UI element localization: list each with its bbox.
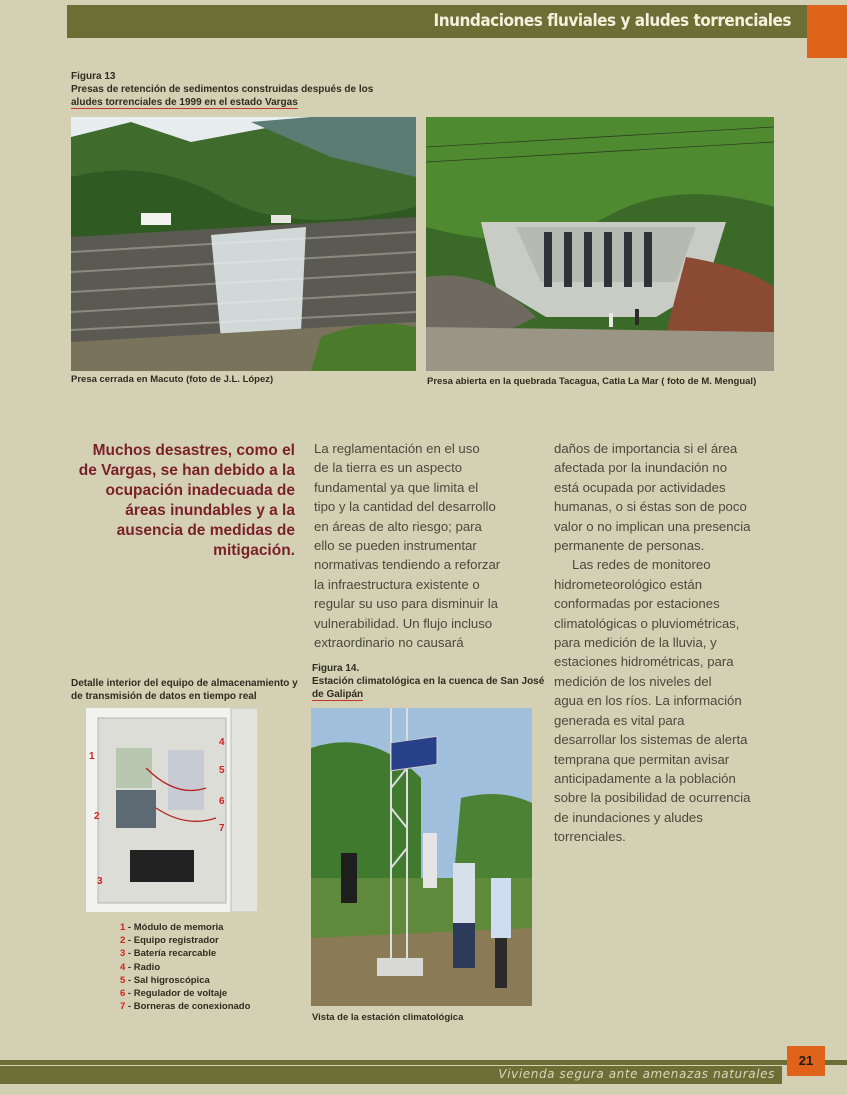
figure14-title-line1: Estación climatológica en la cuenca de San José — [312, 676, 545, 687]
body-line: de inundaciones y aludes — [554, 809, 703, 825]
body-line: desarrollar los sistemas de alerta — [554, 732, 748, 748]
equipment-legend — [120, 921, 250, 1013]
figure13-left-caption: Presa cerrada en Macuto (foto de J.L. López) — [71, 374, 274, 385]
body-line: temprana que permitan avisar — [554, 751, 730, 767]
figure13-title-line2: aludes torrenciales de 1999 en el estado Vargas — [71, 97, 298, 108]
body-line: generada es vital para — [554, 712, 685, 728]
body-line: medición de los niveles del — [554, 673, 712, 689]
legend-item: 1 - Módulo de memoria — [120, 922, 224, 933]
photo-equipment-cabinet — [86, 708, 258, 912]
body-line: extraordinario no causará — [314, 635, 464, 651]
page-number: 21 — [787, 1046, 825, 1076]
chapter-tab — [807, 5, 847, 58]
body-line: hidrometeorológico están — [554, 576, 703, 592]
pull-quote: Muchos desastres, como el de Vargas, se han debido a la ocupación inadecuada de áreas inundables y a la ausencia de medidas de mitigación. — [78, 442, 295, 559]
chapter-title: Inundaciones fluviales y aludes torrenciales — [433, 11, 791, 31]
body-line: Las redes de monitoreo — [572, 557, 711, 573]
body-line: afectada por la inundación no — [554, 460, 728, 476]
equipment-title-line1: Detalle interior del equipo de almacenamiento y — [71, 678, 298, 689]
legend-item: 3 - Batería recarcable — [120, 948, 217, 960]
body-line: torrenciales. — [554, 829, 626, 845]
body-line: permanente de personas. — [554, 538, 705, 554]
body-line: climatológicas o pluviométricas, — [554, 615, 740, 631]
photo-climate-station — [311, 708, 532, 1006]
figure13-label-block — [71, 70, 373, 109]
photo-closed-dam — [71, 117, 416, 371]
legend-item: 2 - Equipo registrador — [120, 935, 219, 947]
body-line: estaciones hidrométricas, para — [554, 654, 734, 670]
equipment-marker-2: 2 — [94, 811, 100, 822]
body-column-2 — [314, 439, 544, 652]
equipment-marker-7: 7 — [219, 823, 225, 834]
body-line: fundamental ya que limita el — [314, 479, 479, 495]
footer-title: Vivienda segura ante amenazas naturales — [498, 1067, 775, 1081]
body-line: la infraestructura existente o — [314, 576, 480, 592]
body-line: sobre la posibilidad de ocurrencia — [554, 790, 751, 806]
body-line: valor o no implican una presencia — [554, 518, 751, 534]
body-line: vulnerabilidad. Un flujo incluso — [314, 615, 493, 631]
figure14-label: Figura 14. — [312, 663, 360, 674]
body-line: tipo y la cantidad del desarrollo — [314, 499, 496, 515]
body-line: anticipadamente a la población — [554, 770, 736, 786]
body-column-3 — [554, 439, 794, 847]
figure13-right-caption: Presa abierta en la quebrada Tacagua, Catia La Mar ( foto de M. Mengual) — [427, 376, 757, 387]
body-line: La reglamentación en el uso — [314, 441, 480, 456]
figure14-caption: Vista de la estación climatológica — [312, 1012, 464, 1023]
legend-item: 7 - Borneras de conexionado — [120, 1001, 251, 1013]
body-line: daños de importancia si el área — [554, 441, 738, 456]
equipment-marker-5: 5 — [219, 765, 225, 776]
figure14-title-line2: de Galipán — [312, 689, 364, 700]
body-line: para medición de la lluvia, y — [554, 635, 717, 651]
equipment-marker-4: 4 — [219, 737, 225, 748]
body-line: regular su uso para disminuir la — [314, 596, 498, 612]
body-line: agua en los ríos. La información — [554, 693, 742, 709]
body-line: de la tierra es un aspecto — [314, 460, 463, 476]
header-bar — [67, 5, 807, 38]
equipment-marker-1: 1 — [89, 751, 95, 762]
body-line: en áreas de alto riesgo; para — [314, 518, 482, 534]
figure14-label-block — [312, 662, 544, 701]
body-line: conformadas por estaciones — [554, 596, 720, 612]
equipment-marker-6: 6 — [219, 796, 225, 807]
figure13-label: Figura 13 — [71, 71, 116, 82]
body-line: está ocupada por actividades — [554, 479, 726, 495]
legend-item: 5 - Sal higroscópica — [120, 974, 210, 986]
body-line: normativas tendiendo a reforzar — [314, 557, 501, 573]
equipment-title-line2: de transmisión de datos en tiempo real — [71, 691, 257, 702]
footer-rule — [0, 1060, 847, 1065]
body-line: humanas, o si éstas son de poco — [554, 499, 747, 515]
equipment-title-block — [71, 677, 298, 703]
legend-item: 6 - Regulador de voltaje — [120, 988, 228, 1000]
legend-item: 4 - Radio — [120, 961, 161, 973]
photo-open-dam — [426, 117, 774, 371]
body-line: ello se pueden instrumentar — [314, 538, 477, 554]
figure13-title-line1: Presas de retención de sedimentos construidas después de los — [71, 84, 374, 95]
equipment-marker-3: 3 — [97, 876, 103, 887]
